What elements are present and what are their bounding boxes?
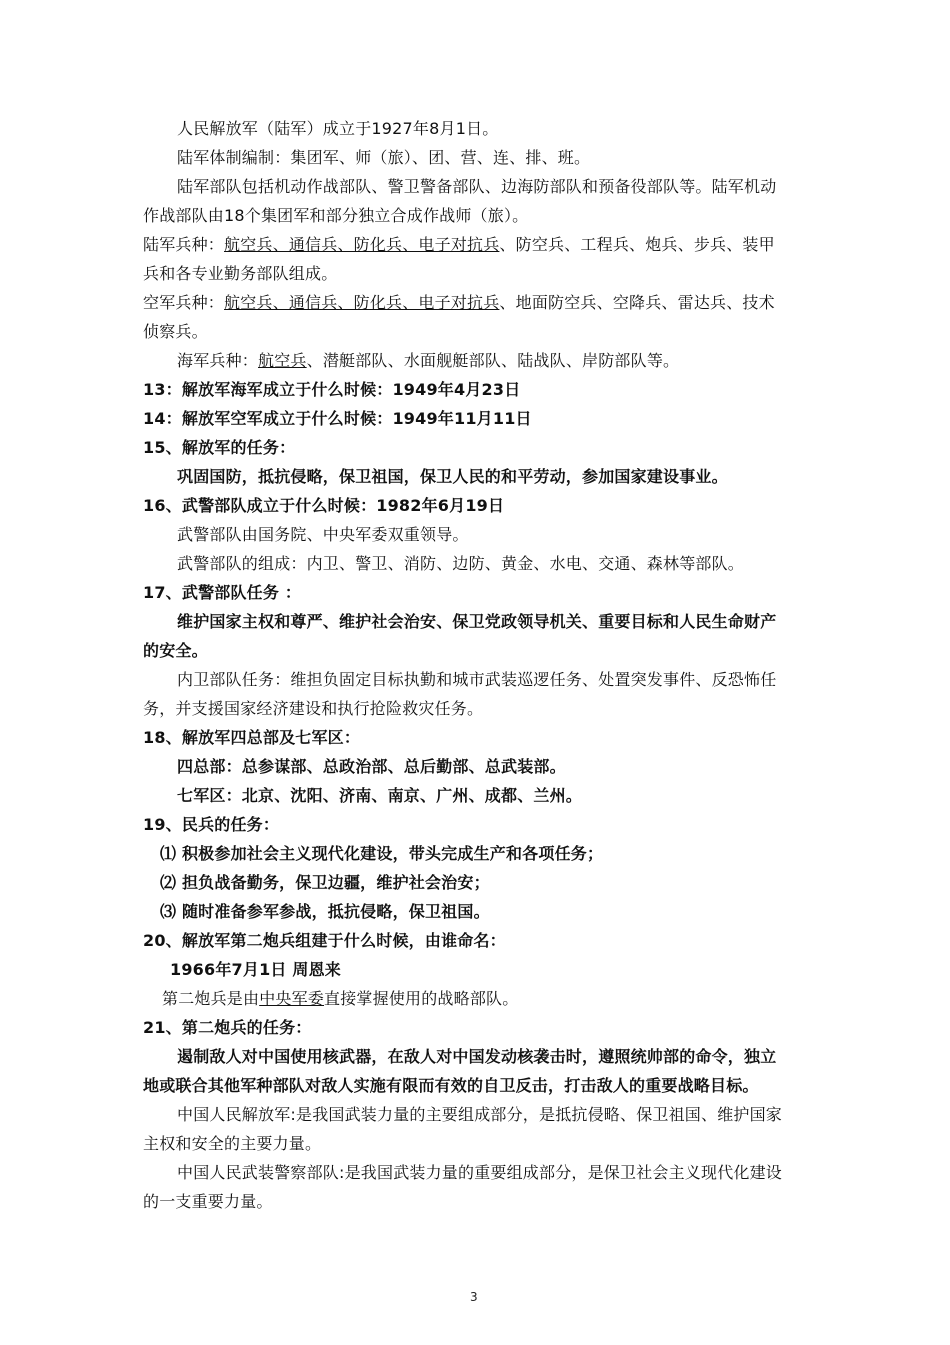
answer-20 [170,959,840,981]
text-segment: 陆军体制编制：集团军、师（旅）、团、营、连、排、班。 [177,148,591,167]
text-segment: 19、民兵的任务： [143,815,280,834]
text-segment: 内卫部队任务：维担负固定目标执勤和城市武装巡逻任务、处置突发事件、反恐怖任 [177,670,777,689]
text-segment: 13：解放军海军成立于什么时候：1949年4月23日 [143,380,521,399]
text-segment: ⑴ 积极参加社会主义现代化建设，带头完成生产和各项任务； [160,844,604,863]
question-14 [143,408,813,430]
para-army-units-cont [143,205,813,227]
text-segment: 15、解放军的任务： [143,438,296,457]
para-armed-police-leadership [177,524,847,546]
question-21 [143,1017,813,1039]
question-20 [143,930,813,952]
text-segment: 兵和各专业勤务部队组成。 [143,264,338,283]
question-17 [143,582,813,604]
underlined-text: 航空兵 [258,351,307,370]
answer-17 [177,611,847,633]
answer-19-item-1 [160,843,830,865]
para-second-artillery [162,988,832,1010]
text-segment: 空军兵种： [143,293,225,312]
text-segment: 中国人民解放军:是我国武装力量的主要组成部分，是抵抗侵略、保卫祖国、维护国家 [177,1105,782,1124]
answer-19-item-2 [160,872,830,894]
text-segment: 海军兵种： [177,351,259,370]
text-segment: 、防空兵、工程兵、炮兵、步兵、装甲 [499,235,775,254]
text-segment: 的安全。 [143,641,208,660]
text-segment: 、潜艇部队、水面舰艇部队、陆战队、岸防部队等。 [306,351,680,370]
para-airforce-branches-cont [143,321,813,343]
para-army-branches [143,234,813,256]
text-segment: 17、武警部队任务 ： [143,583,302,602]
text-segment: 武警部队的组成：内卫、警卫、消防、边防、黄金、水电、交通、森林等部队。 [177,554,745,573]
text-segment: 中国人民武装警察部队:是我国武装力量的重要组成部分，是保卫社会主义现代化建设 [177,1163,782,1182]
answer-21 [177,1046,847,1068]
para-armed-police-definition-cont [143,1191,813,1213]
text-segment: ⑶ 随时准备参军参战，抵抗侵略，保卫祖国。 [160,902,490,921]
page-number: 3 [470,1290,478,1304]
text-segment: 陆军兵种： [143,235,225,254]
text-segment: 地或联合其他军种部队对敌人实施有限而有效的自卫反击，打击敌人的重要战略目标。 [143,1076,759,1095]
text-segment: 第二炮兵是由 [162,989,260,1008]
text-segment: 作战部队由18个集团军和部分独立合成作战师（旅）。 [143,206,529,225]
underlined-text: 中央军委 [259,989,325,1008]
para-pla-definition-cont [143,1133,813,1155]
para-army-units [177,176,847,198]
text-segment: 陆军部队包括机动作战部队、警卫警备部队、边海防部队和预备役部队等。陆军机动 [177,177,777,196]
text-segment: 直接掌握使用的战略部队。 [324,989,519,1008]
question-18 [143,727,813,749]
question-19 [143,814,813,836]
para-airforce-branches [143,292,813,314]
para-army-branches-cont [143,263,813,285]
text-segment: 20、解放军第二炮兵组建于什么时候，由谁命名： [143,931,506,950]
text-segment: 务，并支援国家经济建设和执行抢险救灾任务。 [143,699,484,718]
question-13 [143,379,813,401]
para-internal-guard-tasks-cont [143,698,813,720]
para-internal-guard-tasks [177,669,847,691]
text-segment: 的一支重要力量。 [143,1192,273,1211]
text-segment: ⑵ 担负战备勤务，保卫边疆，维护社会治安； [160,873,490,892]
text-segment: 七军区：北京、沈阳、济南、南京、广州、成都、兰州。 [177,786,583,805]
question-15 [143,437,813,459]
text-segment: 1966年7月1日 周恩来 [170,960,341,979]
answer-18-headquarters [177,756,847,778]
para-navy-branches [177,350,847,372]
answer-21-cont [143,1075,813,1097]
text-segment: 、地面防空兵、空降兵、雷达兵、技术 [499,293,775,312]
para-armed-police-composition [177,553,847,575]
para-armed-police-definition [177,1162,847,1184]
answer-17-cont [143,640,813,662]
answer-19-item-3 [160,901,830,923]
text-segment: 四总部：总参谋部、总政治部、总后勤部、总武装部。 [177,757,566,776]
answer-15 [177,466,847,488]
text-segment: 巩固国防，抵抗侵略，保卫祖国，保卫人民的和平劳动，参加国家建设事业。 [177,467,728,486]
text-segment: 主权和安全的主要力量。 [143,1134,322,1153]
underlined-text: 航空兵、通信兵、防化兵、电子对抗兵 [224,235,500,254]
text-segment: 侦察兵。 [143,322,208,341]
text-segment: 21、第二炮兵的任务： [143,1018,312,1037]
text-segment: 武警部队由国务院、中央军委双重领导。 [177,525,469,544]
answer-18-regions [177,785,847,807]
question-16 [143,495,813,517]
para-pla-definition [177,1104,847,1126]
text-segment: 遏制敌人对中国使用核武器，在敌人对中国发动核袭击时，遵照统帅部的命令，独立 [177,1047,777,1066]
para-army-founding [177,118,847,140]
text-segment: 14：解放军空军成立于什么时候：1949年11月11日 [143,409,532,428]
underlined-text: 航空兵、通信兵、防化兵、电子对抗兵 [224,293,500,312]
text-segment: 人民解放军（陆军）成立于1927年8月1日。 [177,119,499,138]
para-army-organization [177,147,847,169]
text-segment: 16、武警部队成立于什么时候：1982年6月19日 [143,496,505,515]
text-segment: 18、解放军四总部及七军区： [143,728,361,747]
text-segment: 维护国家主权和尊严、维护社会治安、保卫党政领导机关、重要目标和人民生命财产 [177,612,777,631]
